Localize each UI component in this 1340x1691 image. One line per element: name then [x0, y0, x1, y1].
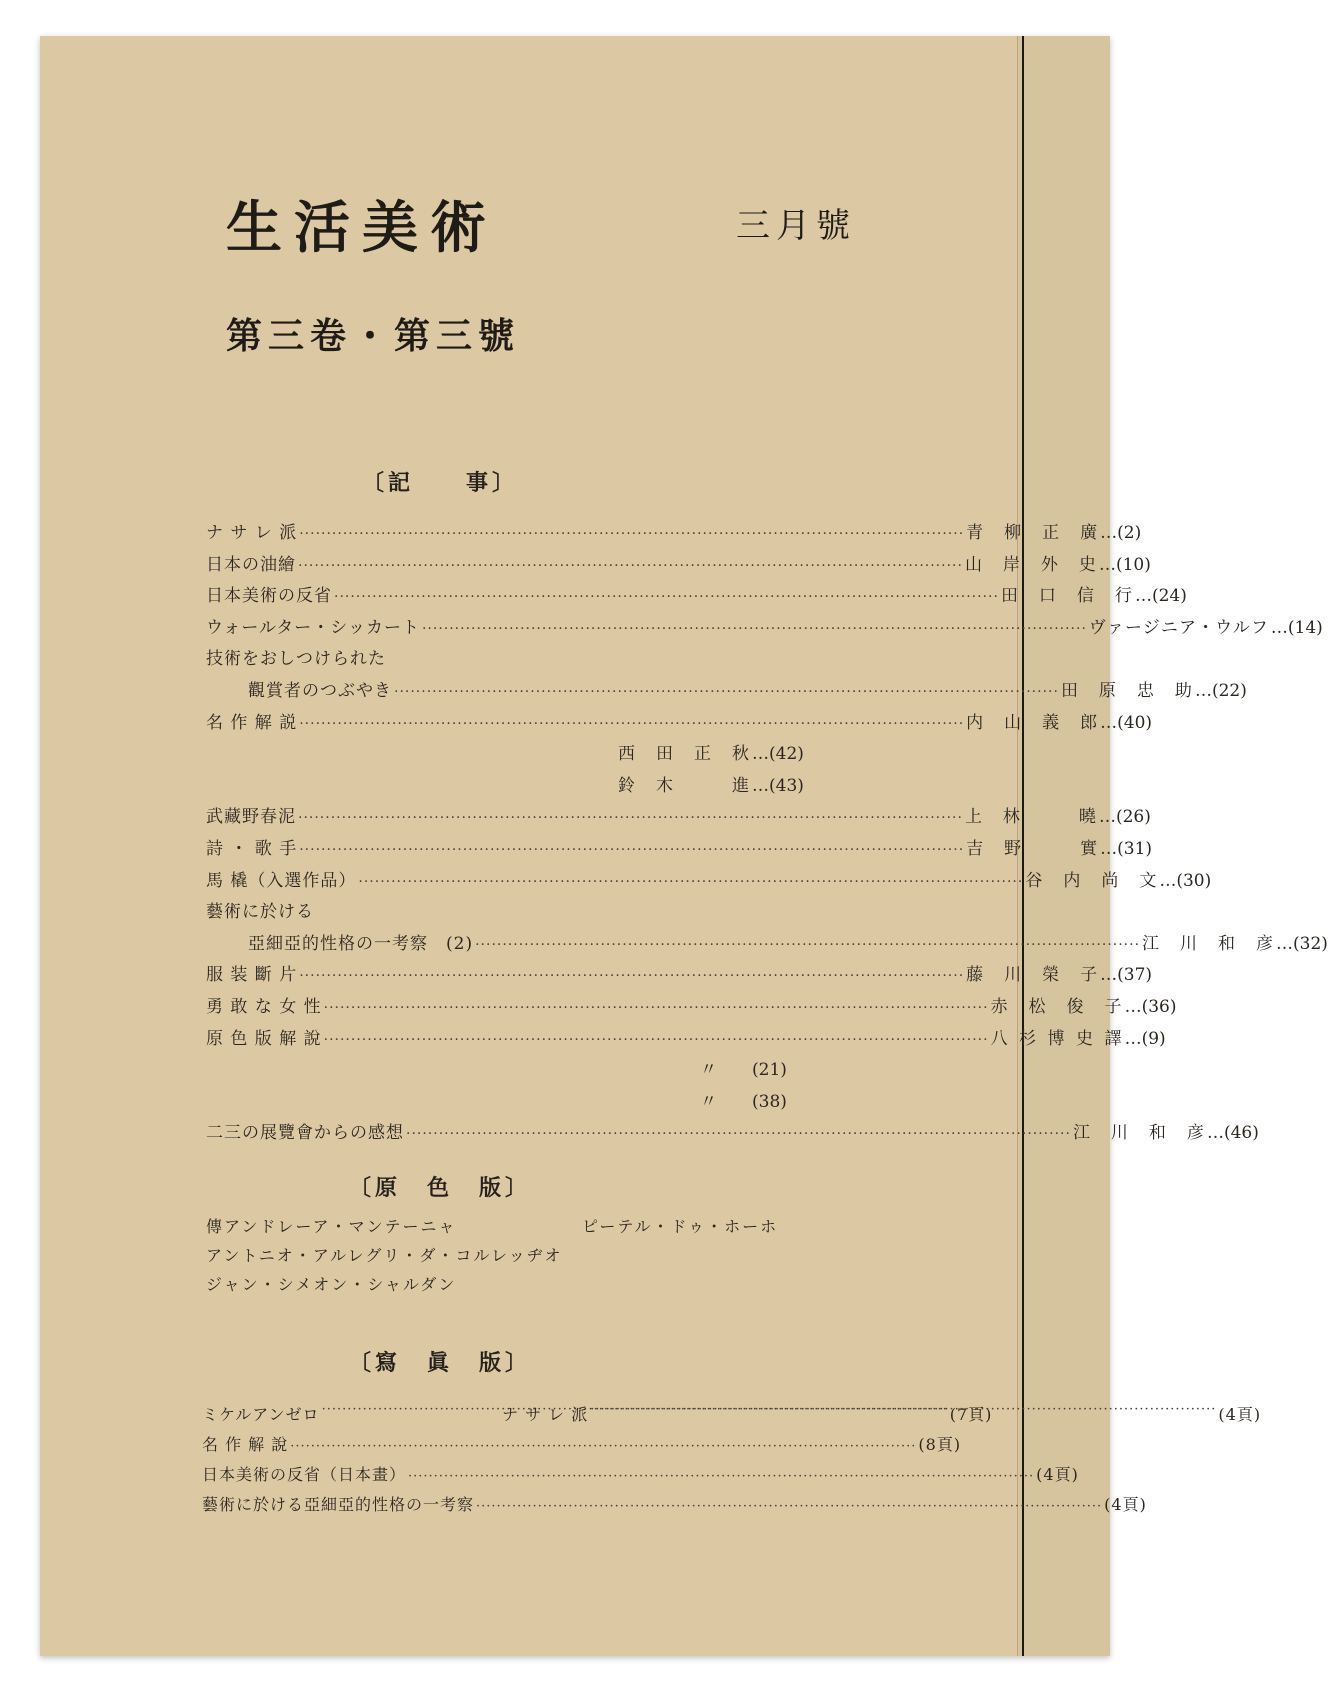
- toc-title: 勇 敢 な 女 性: [206, 996, 322, 1017]
- leader-dots: [299, 526, 964, 542]
- toc-row: [206, 518, 1142, 550]
- leader-dots: [299, 716, 964, 732]
- toc-page: (21): [752, 1060, 787, 1081]
- toc-page: …(10): [1098, 554, 1151, 575]
- toc-title: ナ サ レ 派: [206, 523, 298, 543]
- issue-month-label: 三月號: [736, 206, 856, 246]
- list-item: [206, 1214, 826, 1243]
- leader-dots: [476, 1499, 1102, 1514]
- list-item: [202, 1432, 962, 1462]
- photo-plates-heading: 〔寫 眞 版〕: [348, 1351, 531, 1376]
- toc-author: 鈴木 進: [618, 775, 750, 796]
- toc-page: …(30): [1159, 870, 1212, 891]
- toc-author: 田原忠助: [1060, 680, 1193, 701]
- leader-dots: [298, 810, 963, 826]
- photo-plates-list: [202, 1402, 1262, 1522]
- list-item: [202, 1492, 1147, 1522]
- toc-page: …(24): [1134, 586, 1187, 607]
- color-plates-list: [206, 1214, 826, 1301]
- toc-row: [206, 613, 1323, 645]
- leader-dots: [299, 842, 964, 858]
- toc-page: …(22): [1194, 680, 1247, 701]
- toc-page: …(46): [1206, 1123, 1259, 1144]
- toc-title: 原 色 版 解 說: [206, 1028, 322, 1049]
- toc-author: 西田正秋: [618, 744, 750, 765]
- toc-row: [206, 897, 816, 929]
- volume-number: 第三卷・第三號: [226, 315, 521, 357]
- toc-page: …(43): [752, 775, 804, 796]
- toc-title: 觀賞者のつぶやき: [248, 680, 392, 701]
- toc-page: …(32): [1276, 933, 1328, 954]
- toc-title: 日本美術の反省: [206, 586, 332, 607]
- toc-title: 二三の展覽會からの感想: [206, 1123, 404, 1144]
- list-item: [202, 1402, 1262, 1432]
- leader-dots: [299, 968, 964, 984]
- toc-row: [206, 929, 1328, 961]
- toc-author: ヴァージニア・ウルフ: [1088, 617, 1269, 638]
- toc-row: [206, 644, 816, 676]
- leader-dots: [406, 1126, 1071, 1142]
- plate-page: (4頁): [1104, 1495, 1147, 1514]
- plate-page: (7頁): [949, 1405, 993, 1424]
- toc-author: 江川和彦: [1142, 933, 1275, 954]
- toc-title: 技術をおしつけられた: [206, 649, 386, 670]
- toc-author: 藤川榮子: [966, 965, 1099, 986]
- toc-row: [206, 1087, 816, 1119]
- plate-artist: アントニオ・アルレグリ・ダ・コルレッヂオ: [206, 1246, 563, 1265]
- toc-page: …(36): [1124, 996, 1177, 1017]
- toc-author: 田口信行: [1000, 586, 1133, 607]
- plate-title: ナ サ レ 派: [502, 1405, 589, 1424]
- toc-title: 日本の油繪: [206, 554, 296, 575]
- toc-row: [206, 1118, 1259, 1150]
- list-item: [202, 1462, 1079, 1492]
- toc-page: …(26): [1098, 807, 1151, 828]
- toc-row: [206, 1055, 816, 1087]
- toc-page: …(31): [1100, 838, 1153, 859]
- toc-author: 江川和彦: [1072, 1123, 1205, 1144]
- toc-author: 吉野 實: [966, 838, 1099, 859]
- toc-title: 名 作 解 説: [206, 712, 298, 733]
- articles-heading: 〔記 事〕: [361, 471, 518, 496]
- toc-title: ウォールター・シッカート: [206, 617, 420, 638]
- leader-dots: [475, 937, 1140, 953]
- leader-dots: [408, 1469, 1034, 1484]
- toc-row: [206, 1024, 1166, 1056]
- plate-title: 日本美術の反省（日本畫）: [202, 1465, 407, 1484]
- plate-artist: 傳アンドレーア・マンテーニャ: [206, 1217, 457, 1236]
- toc-row: [206, 992, 1177, 1024]
- list-item: [206, 1243, 826, 1272]
- toc-page: …(40): [1100, 712, 1153, 733]
- leader-dots: [324, 1000, 989, 1016]
- leader-dots: [590, 1402, 1216, 1425]
- toc-author: 山岸外史: [964, 554, 1097, 575]
- plate-title: ミケルアンゼロ: [202, 1405, 320, 1424]
- leader-dots: [324, 1032, 989, 1048]
- plate-page: (4頁): [1218, 1405, 1262, 1424]
- toc-row: [206, 802, 1151, 834]
- leader-dots: [394, 684, 1059, 700]
- toc-author: 八杉博史譯: [990, 1028, 1123, 1049]
- plate-page: (4頁): [1036, 1465, 1079, 1484]
- toc-author: 谷内尚文: [1025, 870, 1158, 891]
- toc-title: 亞細亞的性格の一考察 (2): [248, 933, 474, 954]
- toc-row: [206, 771, 816, 803]
- toc-title: 詩 ・ 歌 手: [206, 838, 298, 859]
- toc-author: 上林 曉: [964, 807, 1097, 828]
- toc-title: 服 装 斷 片: [206, 965, 298, 986]
- plate-artist: ピーテル・ドゥ・ホーホ: [582, 1217, 779, 1236]
- leader-dots: [334, 589, 999, 605]
- toc-author: 青柳正廣: [966, 523, 1099, 543]
- toc-row: [206, 739, 816, 771]
- plate-artist: ジャン・シメオン・シャルダン: [206, 1275, 457, 1294]
- leader-dots: [358, 874, 1023, 890]
- color-plates-heading: 〔原 色 版〕: [348, 1176, 531, 1201]
- leader-dots: [422, 621, 1087, 637]
- plate-page: (8頁): [918, 1435, 962, 1454]
- plate-title: 名 作 解 說: [202, 1435, 289, 1454]
- toc-row: [206, 866, 1212, 898]
- toc-row: [206, 708, 1153, 740]
- toc-author: 赤松俊子: [990, 996, 1123, 1017]
- ditto-mark: 〃: [700, 1060, 718, 1081]
- magazine-page: [40, 36, 1328, 1656]
- toc-page: (38): [752, 1091, 787, 1112]
- toc-title: 武藏野春泥: [206, 807, 296, 828]
- articles-toc: [206, 518, 1328, 1150]
- toc-page: …(9): [1124, 1028, 1166, 1049]
- list-item: [206, 1272, 826, 1301]
- ditto-mark: 〃: [700, 1091, 718, 1112]
- toc-row: [206, 676, 1247, 708]
- toc-row: [206, 960, 1153, 992]
- toc-row: [206, 581, 1187, 613]
- magazine-title: 生活美術: [226, 196, 498, 261]
- leader-dots: [290, 1439, 916, 1454]
- toc-page: …(42): [752, 744, 804, 765]
- toc-page: …(14): [1270, 617, 1323, 638]
- plate-title: 藝術に於ける亞細亞的性格の一考察: [202, 1495, 475, 1514]
- toc-page: …(2): [1100, 523, 1142, 543]
- toc-title: 藝術に於ける: [206, 902, 314, 923]
- leader-dots: [298, 558, 963, 574]
- toc-title: 馬 橇（入選作品）: [206, 870, 357, 891]
- toc-row: [206, 834, 1153, 866]
- toc-page: …(37): [1100, 965, 1153, 986]
- toc-row: [206, 550, 1151, 582]
- toc-author: 内山義郎: [966, 712, 1099, 733]
